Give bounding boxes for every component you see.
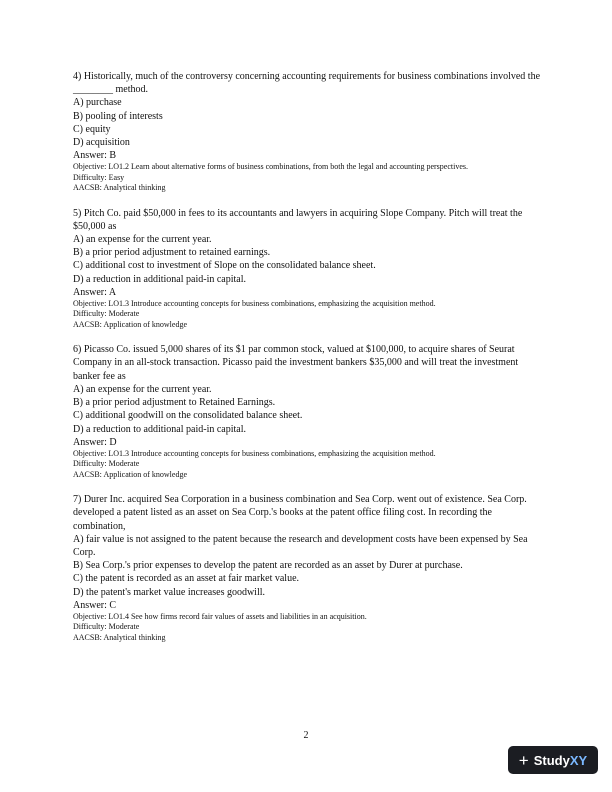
question-4 [73,70,543,194]
objective: Objective: LO1.2 Learn about alternative forms of business combinations, from both the legal and accounting perspectives. [73,162,468,172]
choice-c: C) additional goodwill on the consolidated balance sheet. [73,410,303,422]
question-stem: 4) Historically, much of the controversy concerning accounting requirements for business combinations involved the ________ method. [73,71,541,96]
choice-c: C) additional cost to investment of Slope on the consolidated balance sheet. [73,260,376,272]
choice-a: A) purchase [73,97,122,109]
objective: Objective: LO1.3 Introduce accounting concepts for business combinations, emphasizing the acquisition method. [73,448,436,458]
objective: Objective: LO1.4 See how firms record fair values of assets and liabilities in an acquisition. [73,611,367,621]
badge-text-main: Study [533,752,570,768]
aacsb: AACSB: Application of knowledge [73,319,187,329]
choice-a: A) fair value is not assigned to the patent because the research and development costs have been expensed by Sea Corp. [73,533,528,558]
answer: Answer: C [73,599,117,611]
page-number: 2 [303,730,309,741]
question-7 [73,493,543,643]
plus-icon: + [518,750,529,770]
difficulty: Difficulty: Moderate [73,309,140,319]
choice-a: A) an expense for the current year. [73,234,212,246]
choice-d: D) the patent's market value increases goodwill. [73,586,266,598]
aacsb: AACSB: Application of knowledge [73,469,187,479]
choice-c: C) the patent is recorded as an asset at fair market value. [73,573,300,585]
choice-d: D) acquisition [73,137,130,149]
objective: Objective: LO1.3 Introduce accounting concepts for business combinations, emphasizing the acquisition method. [73,299,436,309]
badge-text-accent: XY [569,752,588,768]
document-body [73,70,543,656]
choice-b: B) pooling of interests [73,110,163,122]
question-stem: 5) Pitch Co. paid $50,000 in fees to its accountants and lawyers in acquiring Slope Company. Pitch will treat the $50,000 as [73,207,523,232]
choice-b: B) a prior period adjustment to Retained Earnings. [73,397,276,409]
question-6 [73,343,543,480]
aacsb: AACSB: Analytical thinking [73,632,166,642]
question-5 [73,207,543,331]
choice-b: B) a prior period adjustment to retained earnings. [73,247,271,259]
difficulty: Difficulty: Easy [73,172,125,182]
aacsb: AACSB: Analytical thinking [73,183,166,193]
difficulty: Difficulty: Moderate [73,459,140,469]
choice-d: D) a reduction in additional paid-in capital. [73,273,246,285]
difficulty: Difficulty: Moderate [73,622,140,632]
answer: Answer: A [73,286,117,298]
choice-a: A) an expense for the current year. [73,383,212,395]
answer: Answer: D [73,436,117,448]
choice-c: C) equity [73,123,111,135]
choice-d: D) a reduction to additional paid-in capital. [73,423,246,435]
studyxy-badge[interactable] [508,746,598,774]
question-stem: 7) Durer Inc. acquired Sea Corporation in a business combination and Sea Corp. went out of existence. Sea Corp. developed a patent listed as an asset on Sea Corp.'s books at the patent office filing cost. In recording the combination, [73,494,527,532]
answer: Answer: B [73,150,117,162]
choice-b: B) Sea Corp.'s prior expenses to develop the patent are recorded as an asset by Durer at purchase. [73,560,463,572]
question-stem: 6) Picasso Co. issued 5,000 shares of its $1 par common stock, valued at $100,000, to acquire shares of Seurat Company in an all-stock transaction. Picasso paid the investment bankers $35,000 and will treat the investment banker fee as [73,344,519,382]
